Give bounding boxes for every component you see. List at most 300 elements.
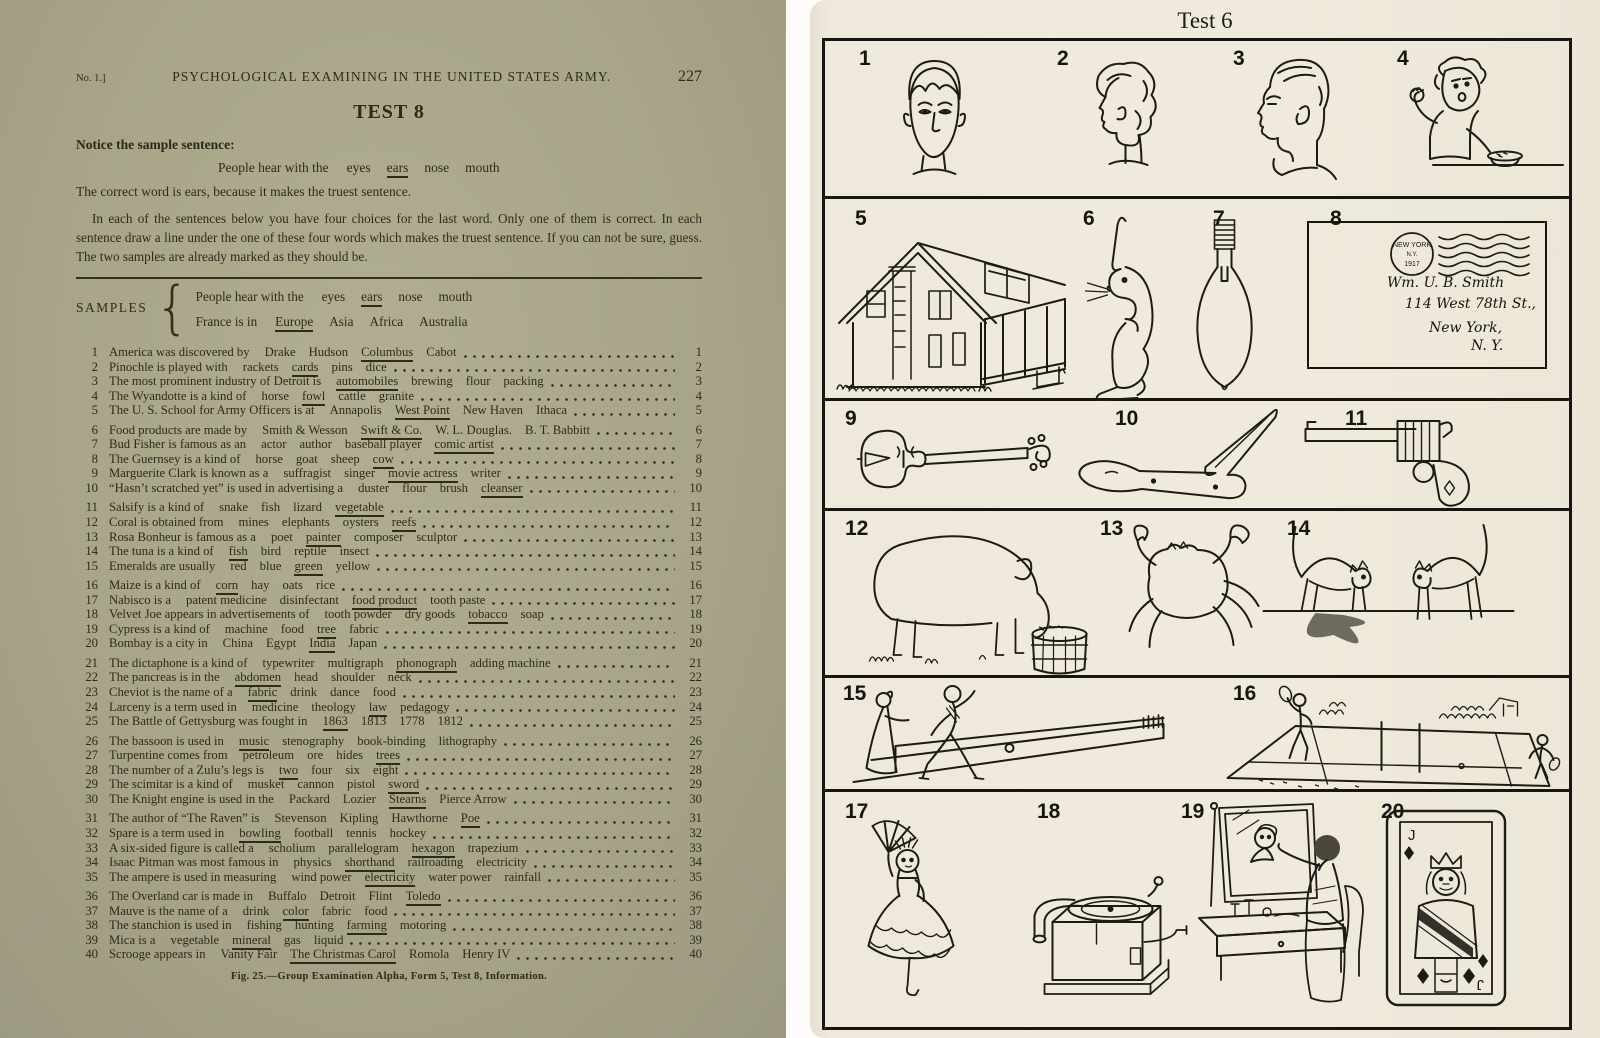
choice: mouth (438, 288, 473, 304)
item-number-right: 36 (689, 889, 702, 904)
item-number: 37 (85, 903, 98, 918)
test8-item-26 (76, 734, 702, 749)
choice: water power (428, 869, 492, 884)
choice: fabric (321, 903, 352, 918)
test8-item-3 (76, 374, 702, 389)
test8-item-15 (76, 559, 702, 574)
card-rank-top: J (1408, 827, 1416, 844)
item-number-right: 31 (689, 811, 702, 826)
sentence-stem: Coral is obtained from (109, 515, 224, 530)
choice: Africa (369, 313, 404, 329)
item-sentence (109, 481, 523, 496)
item-number-right: 19 (689, 621, 702, 636)
choice: fabric (349, 621, 379, 636)
choice-answer: abdomen (235, 670, 282, 687)
choice-answer: 1863 (323, 714, 348, 731)
choice: Stevenson (274, 811, 327, 826)
sentence-stem: The U. S. School for Army Officers is at (109, 403, 315, 418)
choice: ore (307, 748, 324, 763)
choice-answer: movie actress (388, 466, 457, 483)
sentence-stem: A six-sided figure is called a (109, 840, 254, 855)
choice: W. L. Douglas. (435, 422, 512, 437)
choice-answer: green (294, 559, 322, 576)
bowling-scene-drawing (829, 680, 1189, 790)
item-number-right: 34 (689, 855, 702, 870)
sentence-stem: Larceny is a term used in (109, 699, 237, 714)
item-number: 21 (85, 655, 98, 670)
sentence-stem: Mica is a (109, 932, 156, 947)
choice: vegetable (170, 932, 220, 947)
sample-sentence (196, 289, 473, 305)
item-number-right: 17 (689, 592, 702, 607)
choice: food (372, 685, 396, 700)
item-number-right: 5 (695, 403, 702, 418)
item-number: 9 (91, 466, 98, 481)
choice: hunting (294, 918, 334, 933)
choice-answer: The Christmas Carol (290, 947, 396, 964)
item-16-number: 16 (1233, 682, 1257, 705)
envelope-address-line2: 114 West 78th St., (1405, 296, 1536, 312)
item-number: 35 (85, 869, 98, 884)
choice-answer: electricity (365, 870, 416, 887)
item-sentence (109, 544, 369, 559)
item-number: 31 (85, 811, 98, 826)
sentence-stem: The author of “The Raven” is (109, 811, 260, 826)
choice: hay (251, 578, 270, 593)
choice: Flint (368, 889, 393, 904)
dot-leader (500, 440, 675, 452)
choice: Drake (264, 345, 296, 359)
envelope-address-line3: New York, (1429, 320, 1503, 336)
choice: goat (295, 451, 318, 466)
item-number: 7 (91, 437, 98, 452)
test8-item-13 (76, 530, 702, 545)
choice: stenography (282, 733, 345, 748)
choice-answer: two (279, 763, 298, 780)
choice: bird (260, 544, 282, 559)
item-number-right: 22 (689, 670, 702, 685)
item-number-right: 21 (689, 655, 702, 670)
item-sentence (109, 748, 400, 763)
item-number-right: 23 (689, 685, 702, 700)
dot-leader (573, 406, 675, 418)
dot-leader (406, 751, 675, 763)
choice: Henry IV (462, 947, 511, 962)
test8-item-21 (76, 656, 702, 671)
dot-leader (557, 658, 675, 670)
item-number-right: 29 (689, 777, 702, 792)
sentence-stem: France is in (195, 313, 258, 329)
test6-row-3 (825, 401, 1569, 511)
choice: medicine (251, 699, 299, 714)
item-number: 25 (85, 714, 98, 729)
choice-answer: phonograph (396, 656, 457, 673)
choice-answer: Europe (275, 314, 313, 332)
item-7-number: 7 (1213, 207, 1225, 230)
choice-answer: color (283, 904, 309, 921)
item-number: 15 (85, 558, 98, 573)
choice: dice (365, 359, 387, 374)
choice: brush (439, 480, 468, 495)
choice: Lozier (342, 791, 376, 806)
choice-answer: Stearns (389, 792, 426, 809)
test8-item-11 (76, 500, 702, 515)
item-sentence (109, 345, 457, 360)
choice: six (345, 762, 361, 777)
choice-answer: Swift & Co. (361, 423, 423, 440)
item-number-right: 1 (695, 345, 702, 359)
choice: Kipling (339, 811, 379, 826)
test8-items-list (76, 345, 702, 962)
dot-leader (393, 362, 675, 374)
item-number: 20 (85, 636, 98, 651)
sentence-stem: The Overland car is made in (109, 889, 254, 904)
sentence-stem: The Battle of Gettysburg was fought in (109, 714, 308, 729)
item-number: 5 (91, 403, 98, 418)
choice: flour (402, 480, 427, 495)
item-sentence (109, 403, 567, 418)
postmark-icon (1387, 229, 1537, 281)
choice: poet (270, 529, 293, 544)
dot-leader (432, 829, 675, 841)
choice: dry goods (404, 607, 456, 622)
dot-leader (486, 814, 675, 826)
test6-row-1 (825, 41, 1569, 199)
choice: scholium (268, 840, 316, 855)
item-sentence (109, 826, 426, 841)
choice: oats (282, 578, 303, 593)
man-face-drawing (877, 53, 992, 193)
choice: Packard (288, 791, 330, 806)
item-number: 34 (85, 855, 98, 870)
item-number: 18 (85, 607, 98, 622)
item-3-number: 3 (1233, 47, 1245, 70)
choice: musket (247, 777, 285, 792)
item-sentence (109, 607, 544, 622)
choice: Cabot (426, 345, 457, 359)
test6-title: Test 6 (1177, 8, 1233, 33)
left-page-test8 (0, 0, 786, 1038)
choice: lithography (438, 733, 498, 748)
item-number: 3 (91, 374, 98, 389)
choice: red (230, 558, 247, 573)
item-number: 4 (91, 388, 98, 403)
test8-item-30 (76, 792, 702, 807)
dot-leader (447, 892, 675, 904)
envelope-address-line4: N. Y. (1471, 338, 1504, 354)
item-sentence (109, 636, 377, 651)
choice: composer (354, 529, 404, 544)
test8-item-37 (76, 904, 702, 919)
choice-answer: mineral (232, 933, 271, 950)
choice: Hudson (308, 345, 349, 359)
choice-answer: cow (373, 452, 394, 469)
envelope-drawing (1307, 221, 1547, 369)
choice-answer: Poe (461, 811, 480, 828)
choice: insect (339, 544, 370, 559)
item-number: 40 (85, 947, 98, 962)
revolver-drawing (1295, 405, 1495, 507)
test8-item-12 (76, 515, 702, 530)
notice-sample-sentence (218, 160, 702, 176)
dot-leader (400, 454, 675, 466)
item-number-right: 35 (689, 869, 702, 884)
choice: four (311, 762, 333, 777)
choice: mouth (465, 160, 500, 175)
sentence-stem: The most prominent industry of Detroit is (109, 374, 322, 389)
dot-leader (341, 581, 675, 593)
choice-answer: fish (229, 544, 248, 561)
choice: Japan (348, 636, 378, 651)
item-2-number: 2 (1057, 47, 1069, 70)
item-sentence (109, 933, 343, 948)
house-drawing (833, 227, 1068, 397)
item-14-number: 14 (1287, 517, 1311, 540)
item-sentence (109, 947, 510, 962)
test8-item-19 (76, 622, 702, 637)
choice: China (222, 636, 253, 651)
choice: pins (331, 359, 353, 374)
item-number-right: 16 (689, 578, 702, 593)
item-number-right: 32 (689, 825, 702, 840)
choice: trapezium (467, 840, 519, 855)
dot-leader (385, 624, 675, 636)
sentence-stem: Velvet Joe appears in advertisements of (109, 607, 310, 622)
dot-leader (529, 483, 675, 495)
choice: rackets (242, 359, 279, 374)
item-number-right: 38 (689, 918, 702, 933)
dot-leader (452, 921, 675, 933)
choice: horse (261, 388, 289, 403)
choice: motoring (399, 918, 447, 933)
test8-item-22 (76, 670, 702, 685)
item-sentence (109, 622, 379, 637)
choice: brewing (411, 374, 453, 389)
sentence-stem: Nabisco is a (109, 592, 172, 607)
test6-row-5 (825, 678, 1569, 792)
item-number: 30 (85, 791, 98, 806)
choice-answer: ears (361, 289, 382, 307)
test8-item-17 (76, 593, 702, 608)
test8-item-10 (76, 481, 702, 496)
choice: baseball player (344, 437, 422, 452)
choice: pedagogy (400, 699, 450, 714)
sentence-stem: The scimitar is a kind of (109, 777, 233, 792)
sentence-stem: The Guernsey is a kind of (109, 451, 241, 466)
item-number: 38 (85, 918, 98, 933)
choice: actor (261, 437, 287, 452)
item-number-right: 27 (689, 748, 702, 763)
sentence-stem: The stanchion is used in (109, 918, 232, 933)
running-title: PSYCHOLOGICAL EXAMINING IN THE UNITED STATES ARMY. (172, 69, 612, 84)
dot-leader (420, 391, 675, 403)
choice: Ithaca (536, 403, 568, 418)
choice-answer: cleanser (481, 481, 523, 498)
dot-leader (596, 425, 675, 437)
item-number: 33 (85, 840, 98, 855)
item-number-right: 9 (695, 466, 702, 481)
sentence-stem: Food products are made by (109, 422, 248, 437)
item-number-right: 39 (689, 932, 702, 947)
choice: lizard (293, 500, 322, 515)
sentence-stem: People hear with the (195, 288, 304, 304)
page-header (76, 68, 702, 86)
item-17-number: 17 (845, 800, 869, 823)
pig-drawing (837, 523, 1097, 675)
choice-answer: automobiles (336, 374, 398, 391)
sentence-stem: The tuna is a kind of (109, 544, 214, 559)
item-number-right: 40 (689, 947, 702, 962)
sentence-stem: Mauve is the name of a (109, 903, 228, 918)
item-sentence (109, 792, 507, 807)
choice: granite (378, 388, 414, 403)
postmark-year: 1917 (1404, 261, 1420, 268)
item-sentence (109, 374, 544, 389)
man-profile-drawing (1207, 47, 1357, 197)
choice-answer: tobacco (468, 607, 507, 624)
item-number-right: 25 (689, 714, 702, 729)
test8-item-16 (76, 578, 702, 593)
dot-leader (455, 702, 675, 714)
item-number-right: 28 (689, 762, 702, 777)
choice-answer: India (309, 636, 335, 653)
item-number: 28 (85, 762, 98, 777)
sentence-stem: Cypress is a kind of (109, 621, 210, 636)
dot-leader (349, 935, 675, 947)
choice-answer: West Point (395, 403, 450, 420)
dot-leader (516, 950, 675, 962)
item-number: 17 (85, 592, 98, 607)
choice: Detroit (319, 889, 356, 904)
test8-item-33 (76, 841, 702, 856)
item-number-right: 24 (689, 699, 702, 714)
item-number-right: 33 (689, 840, 702, 855)
choice: sheep (330, 451, 360, 466)
choice: electricity (476, 855, 528, 870)
choice: physics (293, 855, 332, 870)
dot-leader (402, 688, 675, 700)
test8-item-28 (76, 763, 702, 778)
test8-item-4 (76, 389, 702, 404)
choice: Egypt (265, 636, 297, 651)
rabbit-drawing (1077, 211, 1177, 399)
test8-item-1 (76, 345, 702, 360)
item-sentence (109, 670, 412, 685)
choice: cattle (338, 388, 366, 403)
test6-card (822, 38, 1572, 1030)
test8-item-24 (76, 700, 702, 715)
item-number-right: 8 (695, 451, 702, 466)
item-18-number: 18 (1037, 800, 1061, 823)
item-number: 8 (91, 451, 98, 466)
choice: hockey (389, 825, 427, 840)
violin-drawing (843, 415, 1063, 503)
sentence-stem: The Knight engine is used in the (109, 791, 274, 806)
choice-answer: fowl (302, 389, 325, 406)
choice-answer: shorthand (345, 855, 395, 872)
choice: Asia (329, 313, 354, 329)
item-13-number: 13 (1100, 517, 1124, 540)
item-number: 36 (85, 889, 98, 904)
right-page-test6 (810, 0, 1600, 1038)
test8-item-38 (76, 918, 702, 933)
item-1-number: 1 (859, 47, 871, 70)
item-number: 27 (85, 748, 98, 763)
item-number-right: 14 (689, 544, 702, 559)
item-sentence (109, 559, 370, 574)
choice-answer: sword (388, 777, 419, 794)
item-15-number: 15 (843, 682, 867, 705)
choice: book-binding (357, 733, 426, 748)
item-8-number: 8 (1330, 207, 1342, 230)
dot-leader (463, 532, 675, 544)
choice-answer: cards (292, 360, 319, 377)
item-number: 16 (85, 578, 98, 593)
choice: eyes (321, 288, 346, 304)
choice: food (280, 621, 305, 636)
item-number-right: 3 (695, 374, 702, 389)
choice: writer (470, 466, 501, 481)
sentence-stem: Maize is a kind of (109, 578, 201, 593)
sentence-stem: Salsify is a kind of (109, 500, 205, 515)
item-sentence (109, 855, 527, 870)
pocket-knife-drawing (1073, 403, 1298, 509)
choice: petroleum (242, 748, 295, 763)
dot-leader (375, 547, 675, 559)
correct-note: The correct word is ears, because it makes the truest sentence. (76, 184, 412, 199)
choice: cannon (297, 777, 334, 792)
choice: tooth powder (324, 607, 392, 622)
sentence-stem: Isaac Pitman was most famous in (109, 855, 279, 870)
item-sentence (109, 389, 414, 404)
item-number-right: 20 (689, 636, 702, 651)
card-rank-bottom: J (1476, 976, 1484, 993)
choice: nose (398, 288, 423, 304)
envelope-address-line1: Wm. U. B. Smith (1387, 275, 1505, 291)
svg-text:N.Y.: N.Y. (1406, 252, 1418, 258)
choice-answer: ears (387, 160, 409, 178)
choice: eight (373, 762, 399, 777)
test6-row-4 (825, 511, 1569, 678)
item-number: 24 (85, 699, 98, 714)
choice: Smith & Wesson (262, 422, 348, 437)
test8-item-9 (76, 466, 702, 481)
test8-item-32 (76, 826, 702, 841)
dot-leader (376, 561, 675, 573)
sentence-stem: Rosa Bonheur is famous as a (109, 529, 256, 544)
choice: B. T. Babbitt (525, 422, 591, 437)
sentence-stem: People hear with the (218, 160, 329, 175)
choice: hides (336, 748, 364, 763)
woman-profile-drawing (1053, 51, 1178, 197)
test6-row-2 (825, 199, 1569, 401)
choice: dance (330, 685, 360, 700)
test8-item-18 (76, 607, 702, 622)
test8-item-8 (76, 452, 702, 467)
choice: fishing (246, 918, 282, 933)
item-6-number: 6 (1083, 207, 1095, 230)
item-sentence (109, 889, 441, 904)
item-number: 1 (91, 345, 98, 359)
sentence-stem: Cheviot is the name of a (109, 685, 233, 700)
dot-leader (390, 503, 675, 515)
choice: blue (259, 558, 282, 573)
test8-item-7 (76, 437, 702, 452)
choice-answer: tree (317, 622, 336, 639)
item-number: 12 (85, 515, 98, 530)
test8-item-40 (76, 947, 702, 962)
choice-answer: comic artist (434, 437, 494, 454)
